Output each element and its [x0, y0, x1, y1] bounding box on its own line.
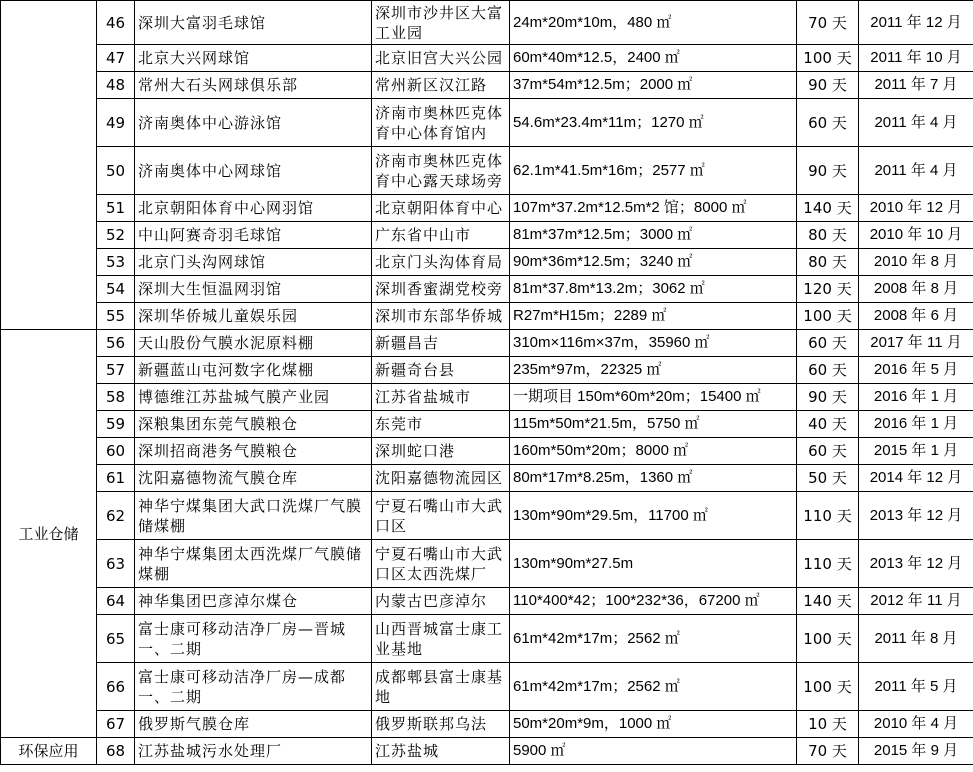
- completion-date: 2016 年 1 月: [859, 384, 973, 411]
- construction-days: 100 天: [797, 615, 859, 663]
- completion-date: 2011 年 8 月: [859, 615, 973, 663]
- project-name: 中山阿赛奇羽毛球馆: [135, 222, 372, 249]
- project-name: 富士康可移动洁净厂房—晋城一、二期: [135, 615, 372, 663]
- project-name: 江苏盐城污水处理厂: [135, 738, 372, 765]
- project-name: 神华宁煤集团太西洗煤厂气膜储煤棚: [135, 540, 372, 588]
- completion-date: 2010 年 12 月: [859, 195, 973, 222]
- project-size: 一期项目 150m*60m*20m；15400 ㎡: [510, 384, 797, 411]
- construction-days: 100 天: [797, 663, 859, 711]
- row-number: 53: [97, 249, 135, 276]
- row-number: 56: [97, 330, 135, 357]
- completion-date: 2011 年 4 月: [859, 147, 973, 195]
- completion-date: 2011 年 4 月: [859, 99, 973, 147]
- construction-days: 140 天: [797, 195, 859, 222]
- project-name: 深圳招商港务气膜粮仓: [135, 438, 372, 465]
- construction-days: 140 天: [797, 588, 859, 615]
- row-number: 64: [97, 588, 135, 615]
- construction-days: 40 天: [797, 411, 859, 438]
- project-location: 内蒙古巴彦淖尔: [372, 588, 510, 615]
- row-number: 68: [97, 738, 135, 765]
- project-name: 北京大兴网球馆: [135, 45, 372, 72]
- row-number: 67: [97, 711, 135, 738]
- project-size: R27m*H15m；2289 ㎡: [510, 303, 797, 330]
- row-number: 63: [97, 540, 135, 588]
- project-name: 沈阳嘉德物流气膜仓库: [135, 465, 372, 492]
- project-location: 江苏盐城: [372, 738, 510, 765]
- row-number: 48: [97, 72, 135, 99]
- completion-date: 2011 年 7 月: [859, 72, 973, 99]
- project-location: 广东省中山市: [372, 222, 510, 249]
- row-number: 62: [97, 492, 135, 540]
- completion-date: 2011 年 12 月: [859, 1, 973, 45]
- table-row: [1, 384, 973, 411]
- project-location: 北京旧宫大兴公园: [372, 45, 510, 72]
- project-name: 博德维江苏盐城气膜产业园: [135, 384, 372, 411]
- project-name: 北京朝阳体育中心网羽馆: [135, 195, 372, 222]
- project-size: 110*400*42；100*232*36，67200 ㎡: [510, 588, 797, 615]
- project-name: 济南奥体中心游泳馆: [135, 99, 372, 147]
- table-row: [1, 711, 973, 738]
- construction-days: 110 天: [797, 492, 859, 540]
- category-cell-industrial: 工业仓储: [1, 330, 97, 738]
- table-row: [1, 276, 973, 303]
- project-size: 54.6m*23.4m*11m；1270 ㎡: [510, 99, 797, 147]
- project-size: 130m*90m*29.5m，11700 ㎡: [510, 492, 797, 540]
- completion-date: 2015 年 1 月: [859, 438, 973, 465]
- project-size: 80m*17m*8.25m，1360 ㎡: [510, 465, 797, 492]
- table-row: [1, 738, 973, 765]
- completion-date: 2012 年 11 月: [859, 588, 973, 615]
- row-number: 55: [97, 303, 135, 330]
- project-size: 24m*20m*10m，480 ㎡: [510, 1, 797, 45]
- project-location: 成都郫县富士康基地: [372, 663, 510, 711]
- project-name: 北京门头沟网球馆: [135, 249, 372, 276]
- table-row: [1, 588, 973, 615]
- project-location: 深圳香蜜湖党校旁: [372, 276, 510, 303]
- construction-days: 70 天: [797, 738, 859, 765]
- project-location: 俄罗斯联邦乌法: [372, 711, 510, 738]
- completion-date: 2016 年 5 月: [859, 357, 973, 384]
- project-name: 天山股份气膜水泥原料棚: [135, 330, 372, 357]
- row-number: 57: [97, 357, 135, 384]
- table-row: [1, 540, 973, 588]
- project-name: 深圳华侨城儿童娱乐园: [135, 303, 372, 330]
- project-size: 50m*20m*9m，1000 ㎡: [510, 711, 797, 738]
- table-row: [1, 45, 973, 72]
- row-number: 61: [97, 465, 135, 492]
- construction-days: 90 天: [797, 72, 859, 99]
- row-number: 65: [97, 615, 135, 663]
- table-row: [1, 303, 973, 330]
- row-number: 66: [97, 663, 135, 711]
- project-name: 济南奥体中心网球馆: [135, 147, 372, 195]
- row-number: 50: [97, 147, 135, 195]
- table-row: [1, 438, 973, 465]
- project-size: 62.1m*41.5m*16m；2577 ㎡: [510, 147, 797, 195]
- completion-date: 2008 年 6 月: [859, 303, 973, 330]
- category-cell-environmental: 环保应用: [1, 738, 97, 765]
- project-size: 160m*50m*20m；8000 ㎡: [510, 438, 797, 465]
- table-row: [1, 663, 973, 711]
- row-number: 46: [97, 1, 135, 45]
- completion-date: 2008 年 8 月: [859, 276, 973, 303]
- row-number: 52: [97, 222, 135, 249]
- table-row: [1, 222, 973, 249]
- project-size: 37m*54m*12.5m；2000 ㎡: [510, 72, 797, 99]
- construction-days: 60 天: [797, 99, 859, 147]
- completion-date: 2013 年 12 月: [859, 492, 973, 540]
- project-name: 深圳大生恒温网羽馆: [135, 276, 372, 303]
- construction-days: 60 天: [797, 357, 859, 384]
- project-size: 81m*37.8m*13.2m；3062 ㎡: [510, 276, 797, 303]
- row-number: 54: [97, 276, 135, 303]
- project-location: 山西晋城富士康工业基地: [372, 615, 510, 663]
- project-location: 深圳市沙井区大富工业园: [372, 1, 510, 45]
- completion-date: 2011 年 10 月: [859, 45, 973, 72]
- construction-days: 80 天: [797, 249, 859, 276]
- completion-date: 2010 年 4 月: [859, 711, 973, 738]
- project-size: 235m*97m，22325 ㎡: [510, 357, 797, 384]
- completion-date: 2016 年 1 月: [859, 411, 973, 438]
- table-row: [1, 99, 973, 147]
- project-size: 90m*36m*12.5m；3240 ㎡: [510, 249, 797, 276]
- completion-date: 2010 年 10 月: [859, 222, 973, 249]
- project-location: 常州新区汉江路: [372, 72, 510, 99]
- construction-days: 100 天: [797, 45, 859, 72]
- construction-days: 60 天: [797, 438, 859, 465]
- construction-days: 120 天: [797, 276, 859, 303]
- construction-days: 10 天: [797, 711, 859, 738]
- project-name: 新疆蓝山屯河数字化煤棚: [135, 357, 372, 384]
- project-location: 江苏省盐城市: [372, 384, 510, 411]
- completion-date: 2011 年 5 月: [859, 663, 973, 711]
- project-location: 深圳市东部华侨城: [372, 303, 510, 330]
- project-size: 115m*50m*21.5m，5750 ㎡: [510, 411, 797, 438]
- project-name: 深圳大富羽毛球馆: [135, 1, 372, 45]
- category-cell-sports: [1, 1, 97, 330]
- completion-date: 2017 年 11 月: [859, 330, 973, 357]
- project-name: 神华集团巴彦淖尔煤仓: [135, 588, 372, 615]
- project-size: 5900 ㎡: [510, 738, 797, 765]
- row-number: 59: [97, 411, 135, 438]
- row-number: 60: [97, 438, 135, 465]
- table-row: [1, 615, 973, 663]
- project-size: 61m*42m*17m；2562 ㎡: [510, 615, 797, 663]
- row-number: 51: [97, 195, 135, 222]
- table-row: [1, 195, 973, 222]
- construction-days: 70 天: [797, 1, 859, 45]
- project-size: 107m*37.2m*12.5m*2 馆；8000 ㎡: [510, 195, 797, 222]
- construction-days: 80 天: [797, 222, 859, 249]
- project-location: 沈阳嘉德物流园区: [372, 465, 510, 492]
- table-row: [1, 147, 973, 195]
- project-location: 新疆奇台县: [372, 357, 510, 384]
- table-row: [1, 330, 973, 357]
- project-size: 61m*42m*17m；2562 ㎡: [510, 663, 797, 711]
- completion-date: 2013 年 12 月: [859, 540, 973, 588]
- project-location: 宁夏石嘴山市大武口区太西洗煤厂: [372, 540, 510, 588]
- table-row: [1, 465, 973, 492]
- project-name: 常州大石头网球俱乐部: [135, 72, 372, 99]
- construction-days: 110 天: [797, 540, 859, 588]
- completion-date: 2010 年 8 月: [859, 249, 973, 276]
- project-size: 60m*40m*12.5，2400 ㎡: [510, 45, 797, 72]
- project-name: 神华宁煤集团大武口洗煤厂气膜储煤棚: [135, 492, 372, 540]
- construction-days: 50 天: [797, 465, 859, 492]
- construction-days: 90 天: [797, 147, 859, 195]
- project-location: 新疆昌吉: [372, 330, 510, 357]
- project-size: 130m*90m*27.5m: [510, 540, 797, 588]
- project-location: 深圳蛇口港: [372, 438, 510, 465]
- table-row: [1, 249, 973, 276]
- project-size: 310m×116m×37m，35960 ㎡: [510, 330, 797, 357]
- row-number: 47: [97, 45, 135, 72]
- table-row: [1, 72, 973, 99]
- table-row: [1, 411, 973, 438]
- table-row: [1, 1, 973, 45]
- project-location: 北京朝阳体育中心: [372, 195, 510, 222]
- construction-days: 60 天: [797, 330, 859, 357]
- project-name: 俄罗斯气膜仓库: [135, 711, 372, 738]
- project-location: 济南市奥林匹克体育中心体育馆内: [372, 99, 510, 147]
- project-location: 济南市奥林匹克体育中心露天球场旁: [372, 147, 510, 195]
- project-name: 深粮集团东莞气膜粮仓: [135, 411, 372, 438]
- project-size: 81m*37m*12.5m；3000 ㎡: [510, 222, 797, 249]
- project-location: 东莞市: [372, 411, 510, 438]
- project-name: 富士康可移动洁净厂房—成都一、二期: [135, 663, 372, 711]
- project-location: 北京门头沟体育局: [372, 249, 510, 276]
- table-row: [1, 492, 973, 540]
- completion-date: 2014 年 12 月: [859, 465, 973, 492]
- row-number: 58: [97, 384, 135, 411]
- table-row: [1, 357, 973, 384]
- construction-days: 100 天: [797, 303, 859, 330]
- construction-days: 90 天: [797, 384, 859, 411]
- completion-date: 2015 年 9 月: [859, 738, 973, 765]
- row-number: 49: [97, 99, 135, 147]
- project-location: 宁夏石嘴山市大武口区: [372, 492, 510, 540]
